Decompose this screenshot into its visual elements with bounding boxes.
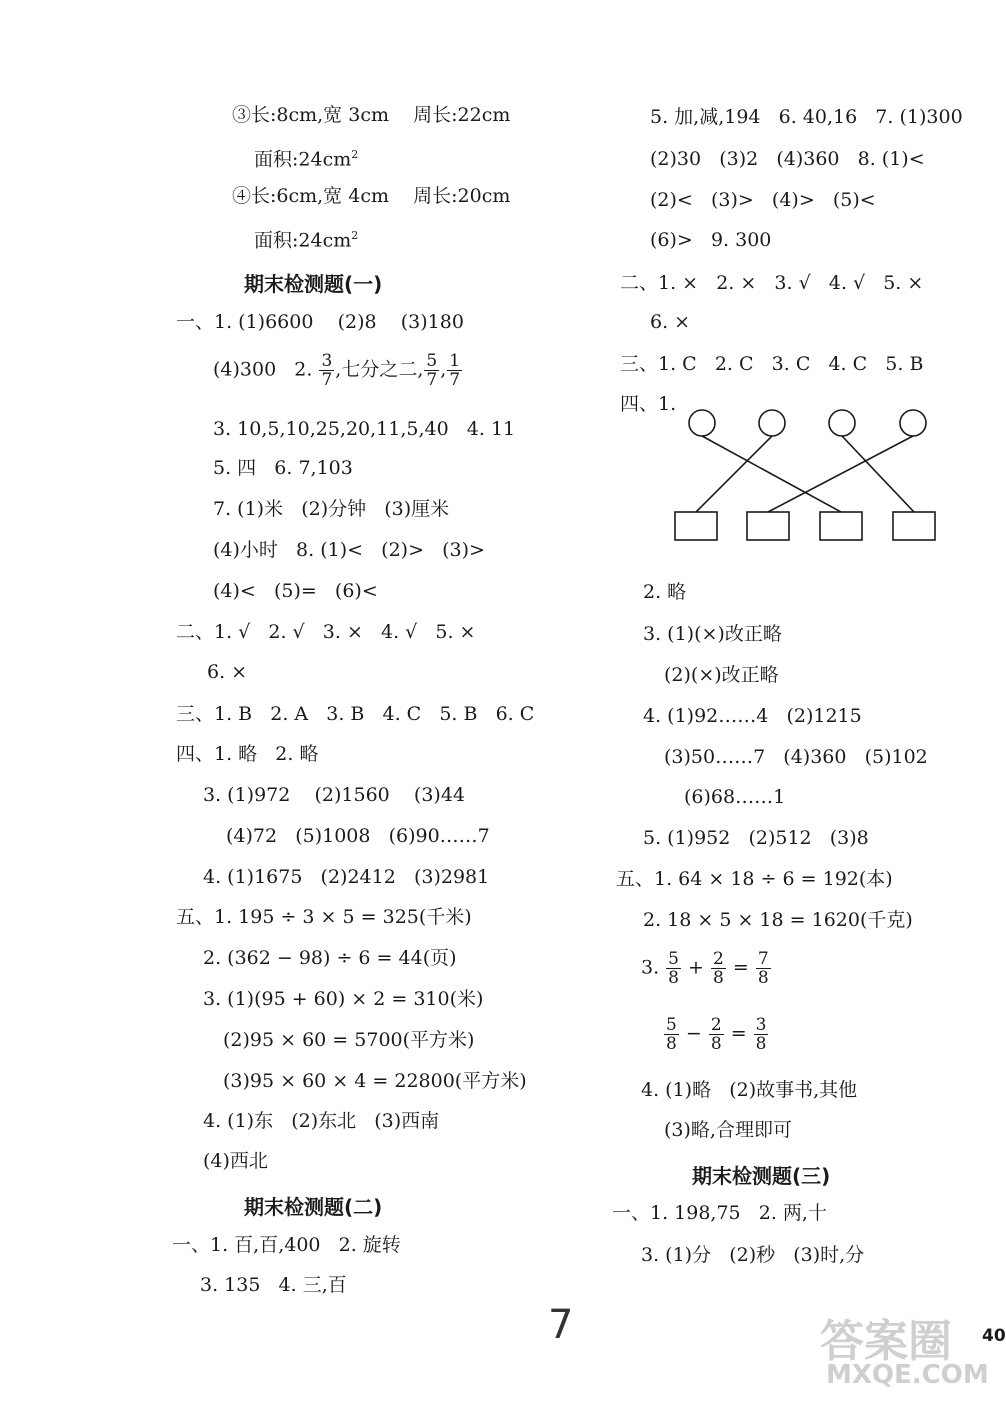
answer-line: 4. (1)略 (2)故事书,其他 xyxy=(641,1079,858,1101)
answer-line: (4)< (5)= (6)< xyxy=(213,580,378,602)
superscript: 2 xyxy=(351,229,359,242)
numerator: 3 xyxy=(321,351,333,371)
operator: = xyxy=(726,956,755,979)
answer-line: 四、1. 略 2. 略 xyxy=(176,743,319,765)
answer-line: (4)小时 8. (1)< (2)> (3)> xyxy=(213,539,485,561)
answer-line: 五、1. 64 × 18 ÷ 6 = 192(本) xyxy=(616,868,893,890)
answer-line: (6)68……1 xyxy=(684,786,786,808)
denominator: 8 xyxy=(710,1034,722,1054)
area-text: 面积:24cm xyxy=(254,148,352,171)
answer-line: (2)(×)改正略 xyxy=(664,664,779,686)
answer-line xyxy=(254,143,358,171)
numerator: 5 xyxy=(668,949,679,969)
answer-line: 五、1. 195 ÷ 3 × 5 = 325(千米) xyxy=(176,906,472,928)
answer-line: (4)西北 xyxy=(203,1150,268,1172)
area-text: 面积:24cm xyxy=(254,229,352,252)
circle-shape xyxy=(900,410,926,436)
answer-line: (2)< (3)> (4)> (5)< xyxy=(650,189,876,211)
section-heading: 期末检测题(一) xyxy=(244,272,383,296)
fraction xyxy=(424,352,439,389)
section-heading: 期末检测题(三) xyxy=(692,1164,831,1188)
denominator: 7 xyxy=(321,370,333,390)
answer-line: 三、1. C 2. C 3. C 4. C 5. B xyxy=(620,353,924,375)
answer-line: 2. 略 xyxy=(643,581,687,603)
fraction xyxy=(754,1016,769,1053)
answer-line: 3. 10,5,10,25,20,11,5,40 4. 11 xyxy=(213,418,516,440)
superscript: 2 xyxy=(351,148,359,161)
circle-shape xyxy=(829,410,855,436)
answer-line: 5. 四 6. 7,103 xyxy=(213,457,353,479)
answer-line: (3)95 × 60 × 4 = 22800(平方米) xyxy=(223,1070,527,1092)
watermark-url: MXQE.COM xyxy=(826,1360,989,1390)
circle-shape xyxy=(689,410,715,436)
fraction-equation xyxy=(641,950,772,987)
connector-line xyxy=(696,436,772,512)
answer-line: 3. (1)(95 + 60) × 2 = 310(米) xyxy=(203,988,484,1010)
connector-line xyxy=(702,436,841,512)
denominator: 8 xyxy=(755,1034,767,1054)
answer-line: 一、1. (1)6600 (2)8 (3)180 xyxy=(176,311,464,333)
connector-line xyxy=(768,436,913,512)
answer-line: 3. (1)972 (2)1560 (3)44 xyxy=(203,784,466,806)
answer-line: 7. (1)米 (2)分钟 (3)厘米 xyxy=(213,498,450,520)
fraction-equation xyxy=(663,1016,769,1053)
operator: = xyxy=(724,1022,753,1045)
text: (4)300 2. xyxy=(213,358,319,381)
answer-line: (2)95 × 60 = 5700(平方米) xyxy=(223,1029,475,1051)
text: ,七分之二, xyxy=(335,358,424,381)
rectangle-shape xyxy=(893,512,935,540)
numerator: 1 xyxy=(449,351,461,371)
answer-line: ③长:8cm,宽 3cm 周长:22cm xyxy=(232,104,511,126)
answer-line: 2. (362 − 98) ÷ 6 = 44(页) xyxy=(203,947,457,969)
fraction xyxy=(709,1016,724,1053)
answer-line: (3)50……7 (4)360 (5)102 xyxy=(664,746,928,768)
numerator: 3 xyxy=(755,1015,767,1035)
text: 3. xyxy=(641,956,666,979)
section-heading: 期末检测题(二) xyxy=(244,1195,383,1219)
rectangle-shape xyxy=(675,512,717,540)
numerator: 7 xyxy=(757,949,769,969)
denominator: 8 xyxy=(666,1034,677,1054)
answer-line: 一、1. 198,75 2. 两,十 xyxy=(612,1202,827,1224)
page-number: 40 xyxy=(982,1326,1006,1346)
rectangle-shape xyxy=(747,512,789,540)
circle-shape xyxy=(759,410,785,436)
answer-line: 3. 135 4. 三,百 xyxy=(200,1274,347,1296)
answer-line: 5. 加,减,194 6. 40,16 7. (1)300 xyxy=(650,106,963,128)
denominator: 8 xyxy=(713,968,724,988)
fraction xyxy=(319,352,334,389)
answer-line: 5. (1)952 (2)512 (3)8 xyxy=(643,827,869,849)
numerator: 5 xyxy=(426,351,438,371)
fraction xyxy=(711,950,726,987)
answer-line: (2)30 (3)2 (4)360 8. (1)< xyxy=(650,148,925,170)
answer-line: 四、1. xyxy=(620,393,677,415)
answer-line: 2. 18 × 5 × 18 = 1620(千克) xyxy=(643,909,913,931)
denominator: 7 xyxy=(449,370,461,390)
answer-line: 3. (1)(×)改正略 xyxy=(643,623,782,645)
answer-line xyxy=(213,352,463,389)
rectangle-shape xyxy=(820,512,862,540)
answer-line: 6. × xyxy=(207,661,248,683)
operator: + xyxy=(682,956,710,979)
answer-line: 一、1. 百,百,400 2. 旋转 xyxy=(172,1234,401,1256)
text: , xyxy=(440,358,447,381)
numerator: 2 xyxy=(710,1015,722,1035)
answer-line: 3. (1)分 (2)秒 (3)时,分 xyxy=(641,1244,865,1266)
answer-line: 4. (1)1675 (2)2412 (3)2981 xyxy=(203,866,490,888)
answer-line: (6)> 9. 300 xyxy=(650,229,772,251)
fraction xyxy=(664,1016,679,1053)
denominator: 8 xyxy=(668,968,679,988)
handwritten-mark: 7 xyxy=(548,1302,574,1348)
answer-line: (4)72 (5)1008 (6)90……7 xyxy=(226,825,490,847)
watermark-logo: 答案圈 xyxy=(820,1316,952,1367)
numerator: 5 xyxy=(666,1015,677,1035)
operator: − xyxy=(679,1022,708,1045)
answer-line: 4. (1)92……4 (2)1215 xyxy=(643,705,862,727)
answer-line: 6. × xyxy=(650,311,691,333)
fraction xyxy=(666,950,681,987)
answer-line: 三、1. B 2. A 3. B 4. C 5. B 6. C xyxy=(176,703,535,725)
answer-line: ④长:6cm,宽 4cm 周长:20cm xyxy=(232,185,511,207)
numerator: 2 xyxy=(713,949,724,969)
answer-line: 4. (1)东 (2)东北 (3)西南 xyxy=(203,1110,440,1132)
fraction xyxy=(756,950,771,987)
answer-line xyxy=(254,224,358,252)
denominator: 7 xyxy=(426,370,438,390)
matching-diagram xyxy=(665,398,945,548)
connector-line xyxy=(842,436,914,512)
denominator: 8 xyxy=(757,968,769,988)
fraction xyxy=(447,352,462,389)
answer-line: 二、1. × 2. × 3. √ 4. √ 5. × xyxy=(620,272,924,294)
answer-line: (3)略,合理即可 xyxy=(664,1119,792,1141)
answer-line: 二、1. √ 2. √ 3. × 4. √ 5. × xyxy=(176,621,476,643)
